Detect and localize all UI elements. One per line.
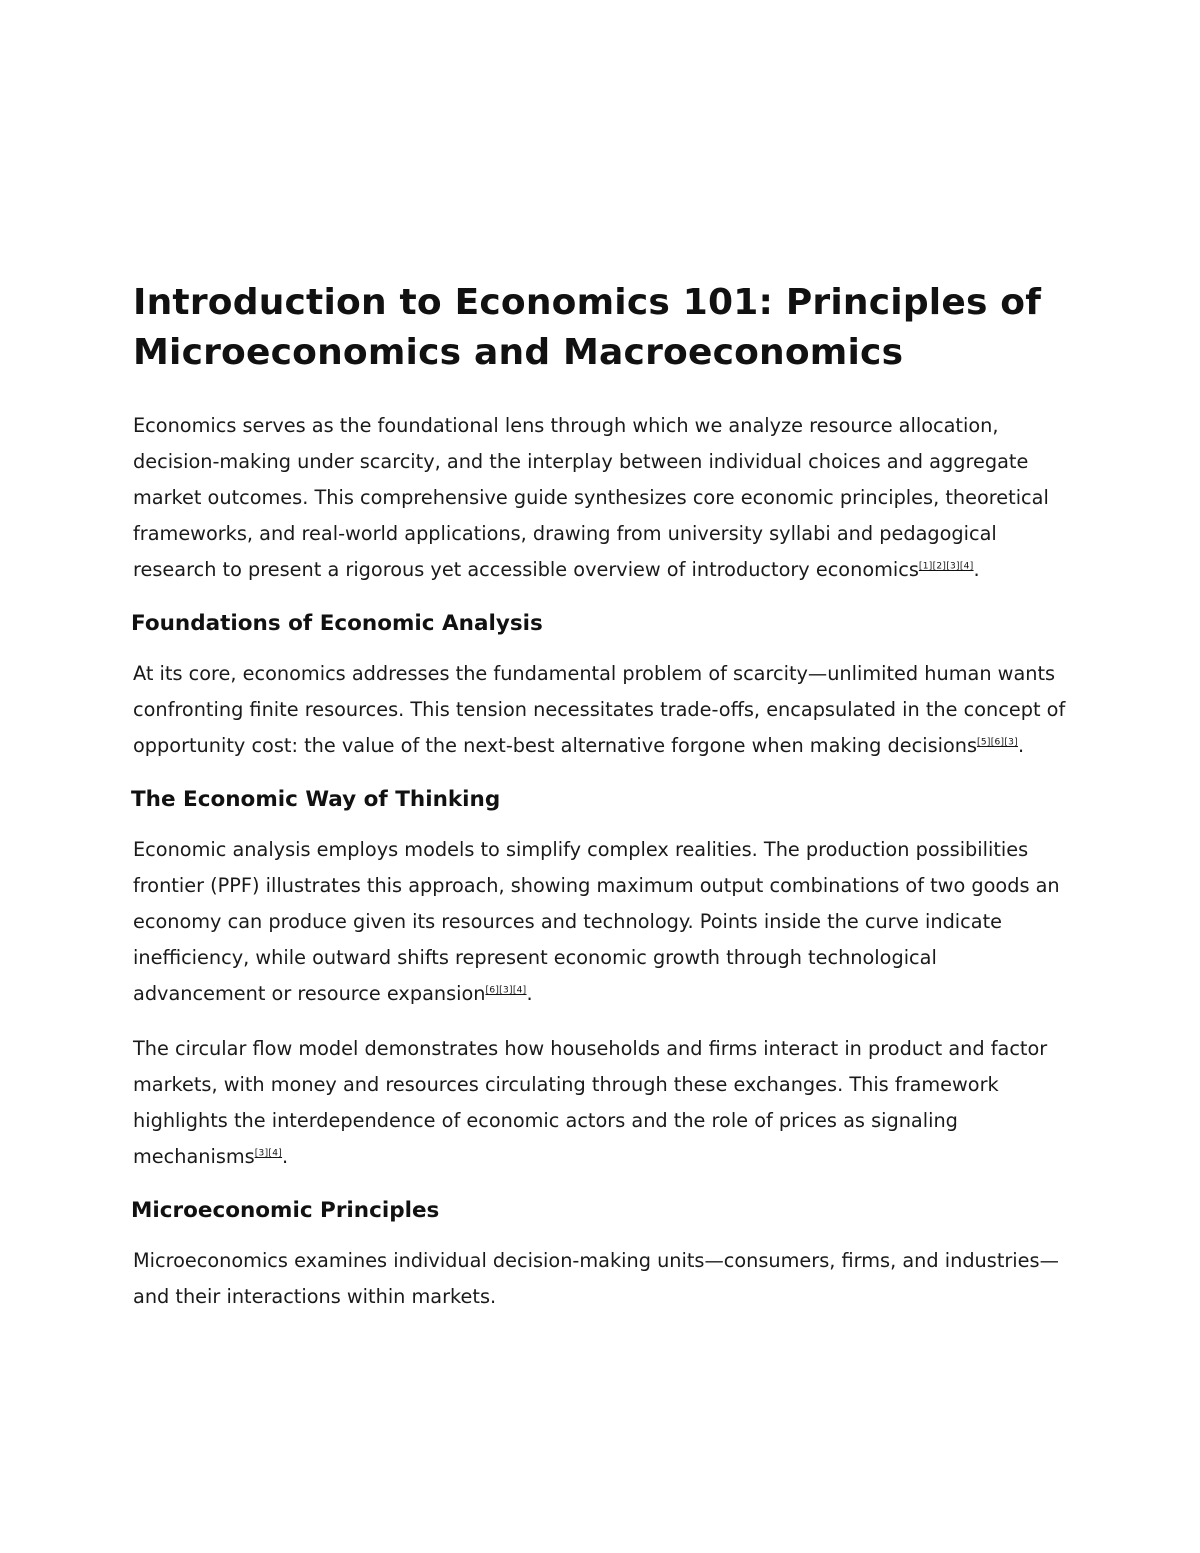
circular-flow-citations[interactable]: [3][4] [254, 1148, 283, 1159]
foundations-paragraph [133, 656, 1073, 764]
circular-flow-citation-link[interactable] [255, 1149, 282, 1159]
micro-text: Microeconomics examines individual decision-making units—consumers, firms, and industries—and their interactions within markets. [133, 1249, 1059, 1308]
intro-citations[interactable]: [1][2][3][4] [918, 561, 974, 572]
ppf-citation-link[interactable] [486, 986, 527, 996]
circular-flow-end: . [282, 1145, 289, 1168]
ppf-citations[interactable]: [6][3][4] [485, 985, 527, 996]
circular-flow-text: The circular flow model demonstrates how households and firms interact in product and factor markets, with money and resources circulating through these exchanges. This framework highlights the interdependence of economic actors and the role of prices as signaling mechanisms [133, 1037, 1048, 1168]
foundations-citation-link[interactable] [977, 738, 1018, 748]
foundations-end: . [1018, 734, 1025, 757]
ppf-paragraph [133, 832, 1073, 1012]
section-heading-micro: Microeconomic Principles [131, 1198, 440, 1223]
intro-citation-link[interactable] [919, 562, 974, 572]
intro-text: Economics serves as the foundational lens through which we analyze resource allocation, decision-making under scarcity, and the interplay between individual choices and aggregate market outcomes. This comprehensive guide synthesizes core economic principles, theoretical frameworks, and real-world applications, drawing from university syllabi and pedagogical research to present a rigorous yet accessible overview of introductory economics [133, 414, 1049, 581]
section-heading-foundations: Foundations of Economic Analysis [131, 611, 543, 636]
document-page [133, 278, 1073, 1352]
circular-flow-paragraph [133, 1031, 1073, 1175]
intro-end: . [973, 558, 980, 581]
ppf-end: . [526, 982, 533, 1005]
foundations-citations[interactable]: [5][6][3] [977, 737, 1018, 748]
document-title: Introduction to Economics 101: Principles of Microeconomics and Macroeconomics [133, 282, 1042, 373]
intro-paragraph [133, 408, 1073, 588]
section-heading-economic-way: The Economic Way of Thinking [131, 787, 501, 812]
foundations-text: At its core, economics addresses the fundamental problem of scarcity—unlimited human wants confronting finite resources. This tension necessitates trade-offs, encapsulated in the concept of opportunity cost: the value of the next-best alternative forgone when making decisions [133, 662, 1066, 757]
micro-paragraph [133, 1243, 1073, 1315]
ppf-text: Economic analysis employs models to simplify complex realities. The production possibilities frontier (PPF) illustrates this approach, showing maximum output combinations of two goods an economy can produce given its resources and technology. Points inside the curve indicate inefficiency, while outward shifts represent economic growth through technological advancement or resource expansion [133, 838, 1060, 1005]
